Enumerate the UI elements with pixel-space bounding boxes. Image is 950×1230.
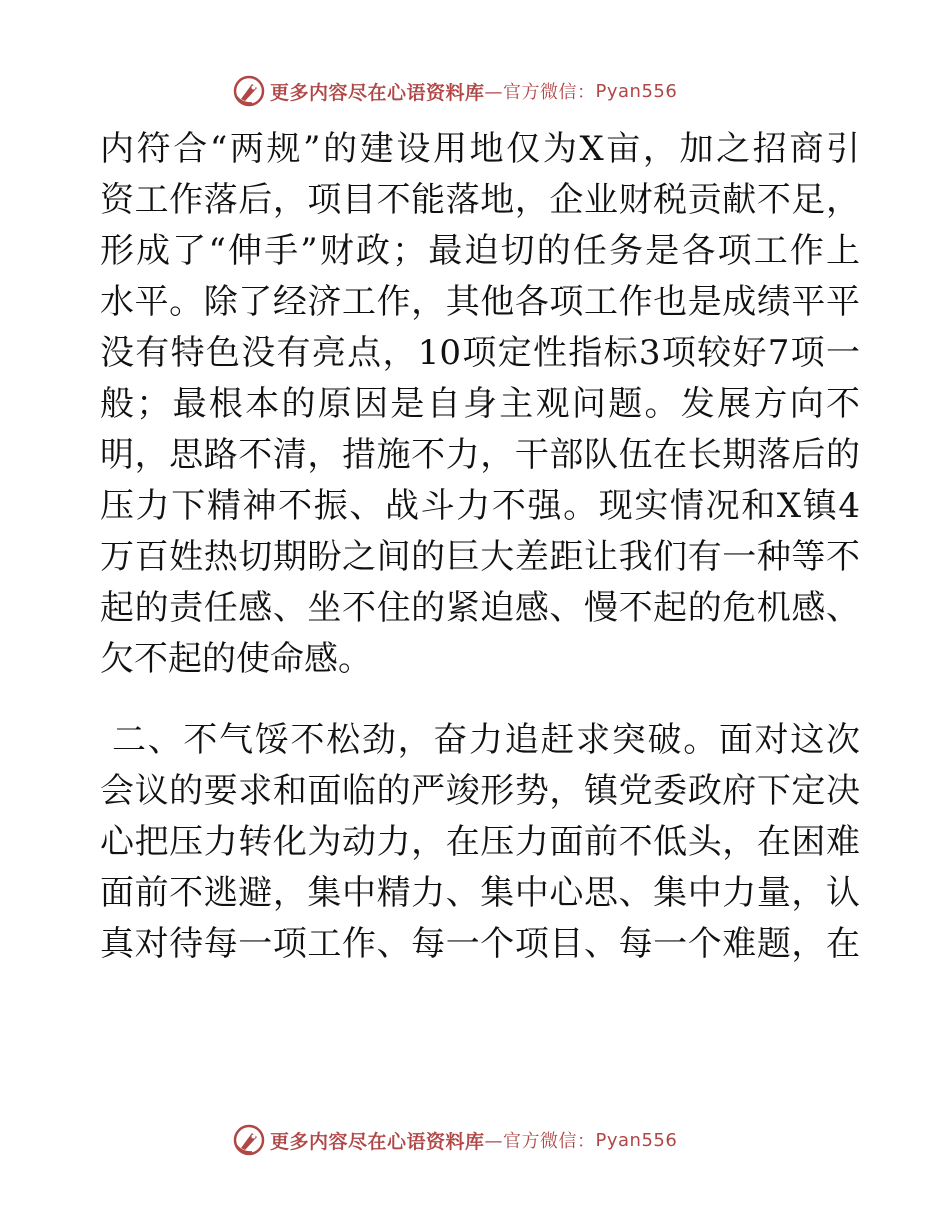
watermark-contact-text: —官方微信：: [484, 1131, 596, 1152]
watermark-footer: [232, 1123, 677, 1157]
text-line: 面前不逃避，集中精力、集中心思、集中力量，认: [100, 873, 860, 913]
text-line: 二、不气馁不松劲，奋力追赶求突破。面对这次: [112, 720, 860, 760]
pen-nib-logo-icon: [232, 1123, 266, 1157]
watermark-site-text: 更多内容尽在心语资料库: [270, 81, 485, 104]
text-line: 压力下精神不振、战斗力不强。现实情况和X镇4: [100, 486, 860, 526]
text-line: 万百姓热切期盼之间的巨大差距让我们有一种等不: [100, 537, 860, 577]
text-line: 资工作落后，项目不能落地，企业财税贡献不足，: [100, 180, 860, 220]
watermark-header: [232, 74, 677, 108]
paragraph: [100, 124, 860, 685]
text-line: 没有特色没有亮点，10项定性指标3项较好7项一: [100, 333, 860, 373]
text-line: 般；最根本的原因是自身主观问题。发展方向不: [100, 384, 860, 424]
watermark-site-text: 更多内容尽在心语资料库: [270, 1130, 485, 1153]
text-line: 心把压力转化为动力，在压力面前不低头，在困难: [100, 822, 860, 862]
paragraph: [100, 715, 860, 970]
watermark-handle-text: Pyan556: [595, 1129, 678, 1151]
text-line: 起的责任感、坐不住的紧迫感、慢不起的危机感、: [100, 588, 860, 628]
text-line: 欠不起的使命感。: [100, 639, 372, 679]
pen-nib-logo-icon: [232, 74, 266, 108]
text-line: 真对待每一项工作、每一个项目、每一个难题，在: [100, 924, 860, 964]
watermark-contact-text: —官方微信：: [484, 82, 596, 103]
watermark-handle-text: Pyan556: [595, 80, 678, 102]
text-line: 内符合“两规”的建设用地仅为X亩，加之招商引: [100, 129, 860, 169]
document-body: [100, 124, 860, 970]
text-line: 明，思路不清，措施不力，干部队伍在长期落后的: [100, 435, 860, 475]
text-line: 会议的要求和面临的严竣形势，镇党委政府下定决: [100, 771, 860, 811]
text-line: 水平。除了经济工作，其他各项工作也是成绩平平: [100, 282, 860, 322]
paragraph-spacing: [100, 685, 860, 715]
text-line: 形成了“伸手”财政；最迫切的任务是各项工作上: [100, 231, 860, 271]
